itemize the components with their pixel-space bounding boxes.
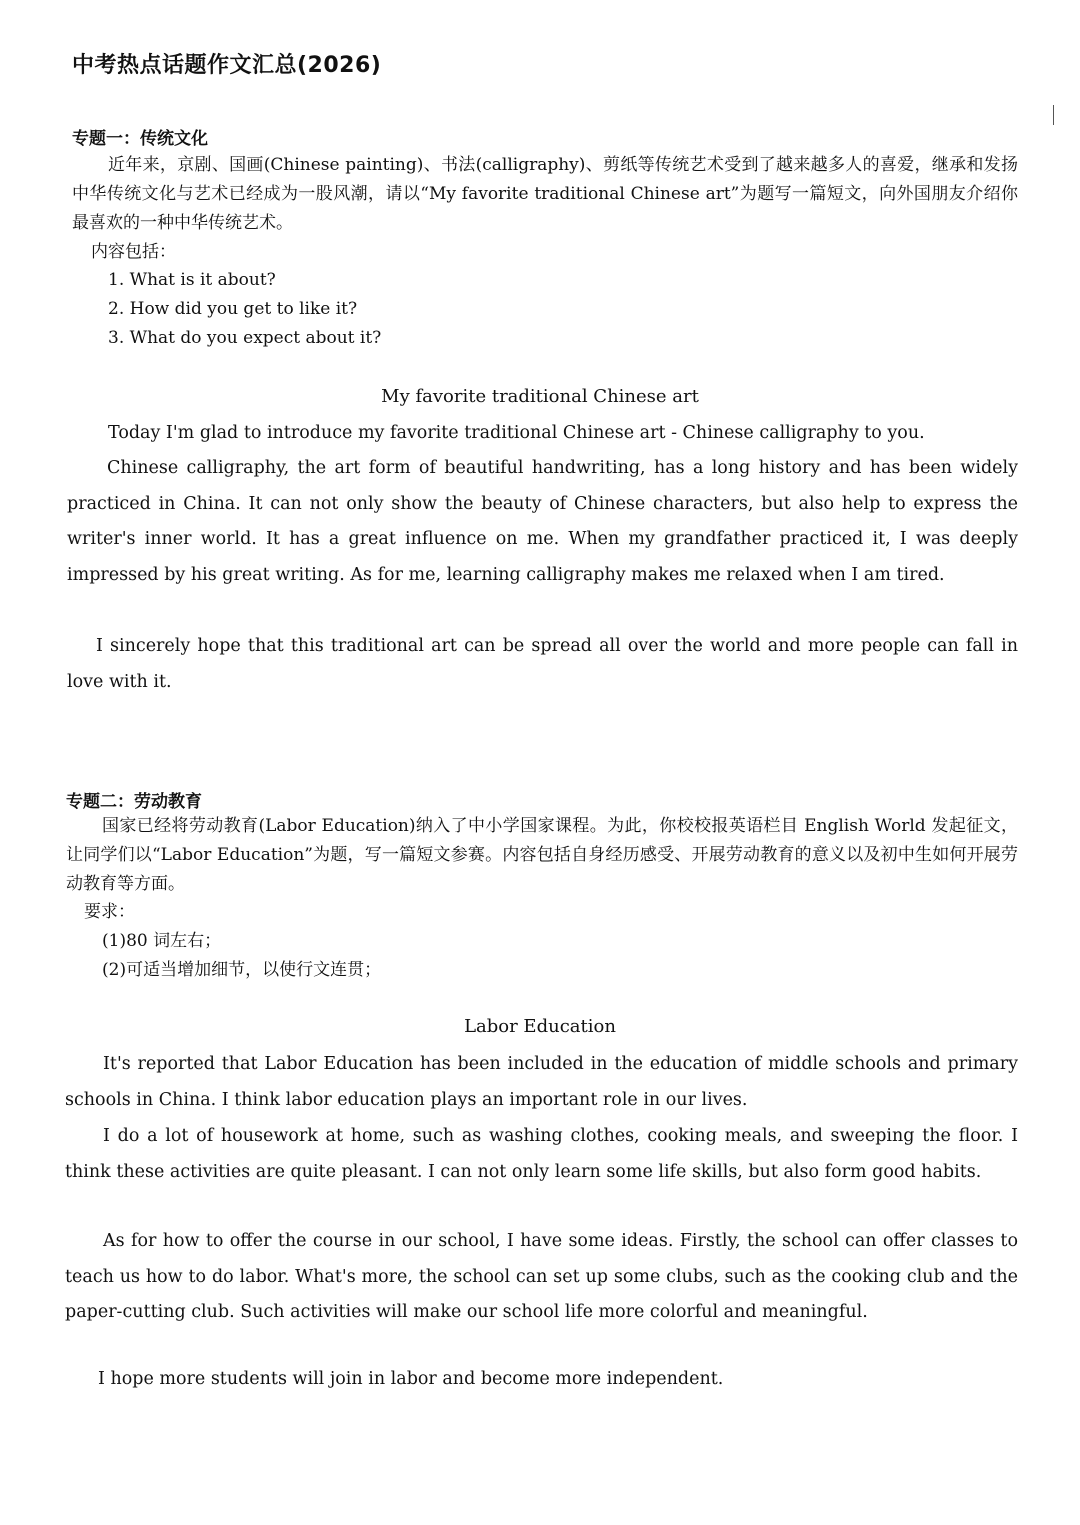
section1-paragraph-1: Today I'm glad to introduce my favorite traditional Chinese art - Chinese calligraphy to you. — [108, 423, 925, 443]
section2-item-2: (2)可适当增加细节，以使行文连贯； — [102, 960, 382, 980]
section2-paragraph-1: It's reported that Labor Education has been included in the education of middle schools and primary schools in China. I think labor education plays an important role in our lives. — [65, 1054, 1018, 1110]
edge-mark — [1053, 105, 1054, 125]
section2-paragraph-4: I hope more students will join in labor and become more independent. — [98, 1369, 724, 1389]
section1-essay-title: My favorite traditional Chinese art — [381, 386, 699, 407]
section2-paragraph-2: I do a lot of housework at home, such as washing clothes, cooking meals, and sweeping the floor. I think these activities are quite pleasant. I can not only learn some life skills, but also form good habits. — [65, 1126, 1018, 1182]
section2-essay-title: Labor Education — [464, 1016, 616, 1037]
section1-prompt: 近年来，京剧、国画(Chinese painting)、书法(calligraphy)、剪纸等传统艺术受到了越来越多人的喜爱，继承和发扬中华传统文化与艺术已经成为一股风潮，请以“My favorite traditional Chinese art”为题写一篇短文，向外国朋友介绍你最喜欢的一种中华传统艺术。 — [72, 155, 1018, 233]
section2-requirements-label: 要求： — [84, 902, 135, 922]
section1-item-2: 2. How did you get to like it? — [108, 299, 358, 319]
section1-paragraph-2: Chinese calligraphy, the art form of beautiful handwriting, has a long history and has been widely practiced in China. It can not only show the beauty of Chinese characters, but also help to express the writer's inner world. It has a great influence on me. When my grandfather practiced it, I was deeply impressed by his great writing. As for me, learning calligraphy makes me relaxed when I am tired. — [67, 458, 1018, 585]
section1-heading: 专题一：传统文化 — [72, 129, 208, 149]
section1-paragraph-3: I sincerely hope that this traditional art can be spread all over the world and more people can fall in love with it. — [67, 636, 1018, 692]
section2-paragraph-3: As for how to offer the course in our school, I have some ideas. Firstly, the school can offer classes to teach us how to do labor. What's more, the school can set up some clubs, such as the cooking club and the paper-cutting club. Such activities will make our school life more colorful and meaningful. — [65, 1231, 1018, 1322]
section1-item-1: 1. What is it about? — [108, 270, 276, 290]
document-title: 中考热点话题作文汇总(2026) — [72, 53, 382, 78]
section1-content-label: 内容包括： — [91, 242, 176, 262]
section2-item-1: (1)80 词左右； — [102, 931, 222, 951]
section2-heading: 专题二：劳动教育 — [66, 792, 202, 812]
section2-prompt: 国家已经将劳动教育(Labor Education)纳入了中小学国家课程。为此，你校校报英语栏目 English World 发起征文，让同学们以“Labor Education”为题，写一篇短文参赛。内容包括自身经历感受、开展劳动教育的意义以及初中生如何开展劳动教育等方面。 — [66, 816, 1018, 894]
section1-item-3: 3. What do you expect about it? — [108, 328, 382, 348]
